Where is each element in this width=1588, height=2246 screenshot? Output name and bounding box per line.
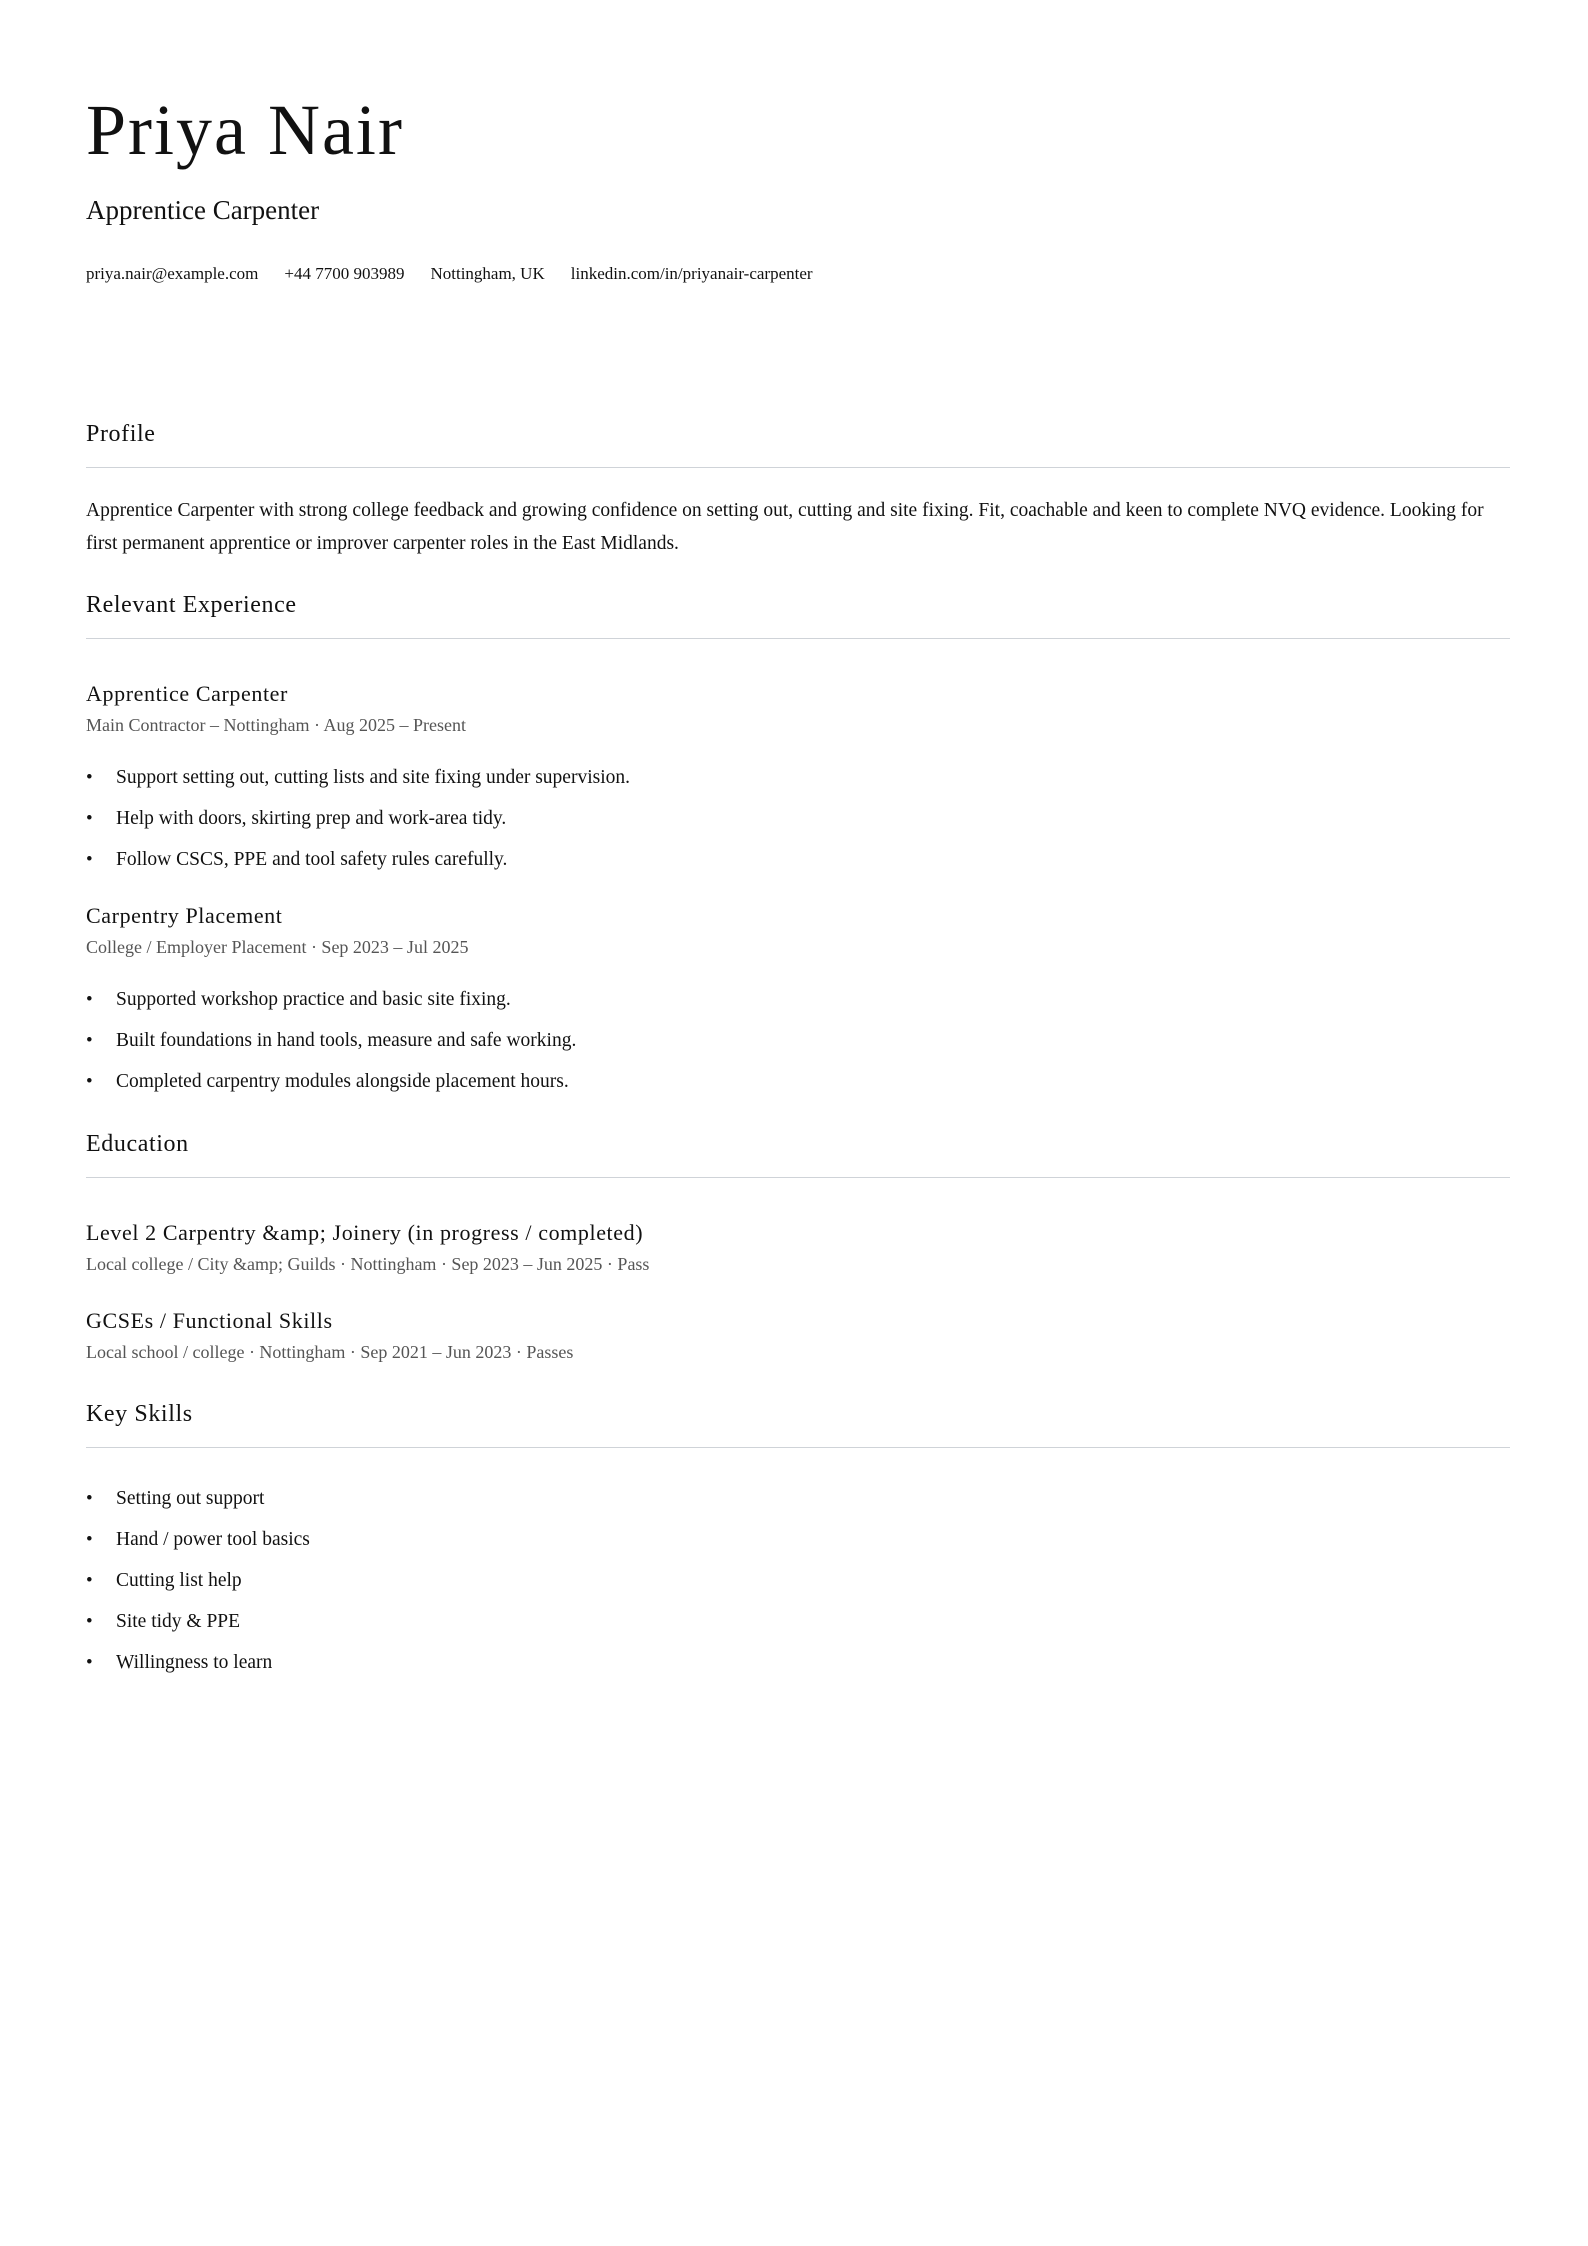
section-title-profile: Profile (86, 421, 156, 447)
education-meta: Local college / City &amp; Guilds · Nottingham · Sep 2023 – Jun 2025 · Pass (86, 1254, 650, 1274)
list-item: • Follow CSCS, PPE and tool safety rules carefully. (86, 839, 630, 880)
contact-line (86, 265, 813, 282)
section-title-experience: Relevant Experience (86, 592, 297, 618)
list-item: • Cutting list help (86, 1560, 310, 1601)
education-meta: Local school / college · Nottingham · Sep 2021 – Jun 2023 · Passes (86, 1342, 574, 1362)
list-item: • Support setting out, cutting lists and site fixing under supervision. (86, 757, 630, 798)
list-item: • Built foundations in hand tools, measure and safe working. (86, 1020, 576, 1061)
list-item: • Completed carpentry modules alongside placement hours. (86, 1061, 576, 1102)
list-item: • Site tidy & PPE (86, 1601, 310, 1642)
section-divider (86, 1177, 1510, 1178)
contact-phone[interactable]: +44 7700 903989 (284, 264, 405, 283)
profile-summary: Apprentice Carpenter with strong college feedback and growing confidence on setting out, cutting and site fixing. Fit, coachable and keen to complete NVQ evidence. Looking for first permanent apprentice or improver carpenter roles in the East Midlands. (86, 500, 1484, 554)
list-item: • Supported workshop practice and basic site fixing. (86, 979, 576, 1020)
job-title: Apprentice Carpenter (86, 681, 288, 706)
job-meta: Main Contractor – Nottingham · Aug 2025 – Present (86, 715, 466, 735)
contact-location: Nottingham, UK (430, 264, 545, 283)
education-title: Level 2 Carpentry &amp; Joinery (in progress / completed) (86, 1220, 644, 1245)
job-meta: College / Employer Placement · Sep 2023 – Jul 2025 (86, 937, 469, 957)
candidate-name: Priya Nair (86, 90, 404, 170)
section-divider (86, 638, 1510, 639)
job-bullets (86, 757, 630, 880)
list-item: • Hand / power tool basics (86, 1519, 310, 1560)
section-title-education: Education (86, 1131, 189, 1157)
candidate-role: Apprentice Carpenter (86, 195, 320, 225)
list-item: • Willingness to learn (86, 1642, 310, 1683)
section-divider (86, 1447, 1510, 1448)
section-divider (86, 467, 1510, 468)
contact-linkedin[interactable]: linkedin.com/in/priyanair-carpenter (570, 264, 813, 283)
job-title: Carpentry Placement (86, 903, 283, 928)
list-item: • Help with doors, skirting prep and work-area tidy. (86, 798, 630, 839)
education-title: GCSEs / Functional Skills (86, 1308, 333, 1333)
section-title-skills: Key Skills (86, 1401, 193, 1427)
job-bullets (86, 979, 576, 1102)
list-item: • Setting out support (86, 1478, 310, 1519)
contact-email[interactable]: priya.nair@example.com (86, 264, 259, 283)
skills-list (86, 1478, 310, 1683)
